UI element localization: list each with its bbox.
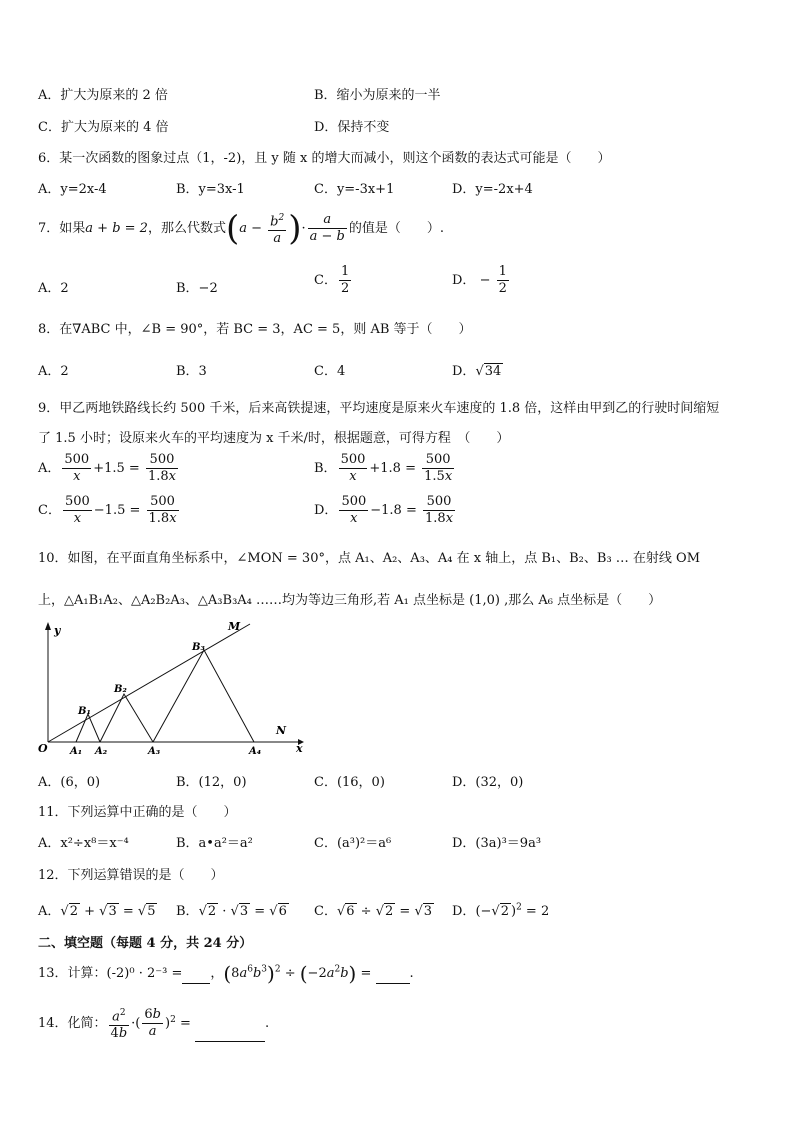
q11-stem: 11．下列运算中正确的是（ ） — [38, 805, 237, 820]
q8-option-d: D．√34 — [452, 364, 502, 379]
q8-stem: 8．在∇ABC 中，∠B = 90°，若 BC = 3，AC = 5，则 AB 等于（ ） — [38, 322, 472, 337]
q7-mid: ，那么代数式 — [147, 221, 226, 237]
q7-frac-b2-a: $\frac{b^2}{a}$ — [270, 213, 285, 247]
q7-frac-a-ab: $\frac{a}{a - b}$ — [309, 212, 345, 245]
label-a3: A₃ — [148, 746, 161, 757]
q9-option-b: B． $\frac{500}{x}$ +1.8 = $\frac{500}{1.5x}$ — [314, 452, 453, 484]
q11-option-a: A．x²÷x⁸＝x⁻⁴ — [38, 836, 129, 851]
label-o: O — [38, 742, 48, 755]
label-b2: B₂ — [114, 684, 127, 695]
q7-option-b: B．−2 — [176, 281, 218, 296]
q8-option-b: B．3 — [176, 364, 207, 379]
q13: 13．计算：(-2)⁰ · 2⁻³ = ，$(8a^6b^3)^2 \div (-2a^2b)$ = . — [38, 961, 414, 986]
q11-option-c: C．(a³)²＝a⁶ — [314, 836, 392, 851]
q7-option-d: D． − $\frac{1}{2}$ — [452, 264, 507, 296]
q14: 14．化简： $\frac{a^2}{4b}$ ·( $\frac{6b}{a}$ )$^2$ = . — [38, 1007, 270, 1042]
q5-option-b: B．缩小为原来的一半 — [314, 88, 441, 103]
q12-option-a: A．√2 + √3 = √5 — [38, 904, 156, 919]
q8-option-c: C．4 — [314, 364, 346, 379]
q9-line2: 了 1.5 小时；设原来火车的平均速度为 x 千米/时，根据题意，可得方程 （ ） — [38, 431, 510, 446]
q13-expr1: (-2)⁰ · 2⁻³ = — [106, 966, 183, 981]
q10-line2: 上，△A₁B₁A₂、△A₂B₂A₃、△A₃B₃A₄ ……均为等边三角形,若 A₁ 点坐标是 (1,0) ,那么 A₆ 点坐标是（ ） — [38, 593, 662, 608]
q6-option-d: D．y=-2x+4 — [452, 182, 533, 197]
q7-condition: a + b = 2 — [85, 221, 148, 237]
q10-option-d: D．(32，0) — [452, 775, 524, 790]
label-n: N — [276, 724, 287, 737]
q8-option-a: A．2 — [38, 364, 69, 379]
q5-option-d: D．保持不变 — [314, 120, 390, 135]
q7-suffix: 的值是（ ）. — [348, 221, 445, 237]
q9-option-c: C． $\frac{500}{x}$ −1.5 = $\frac{500}{1.8x}$ — [38, 494, 177, 526]
q7-option-a: A．2 — [38, 281, 69, 296]
triangle-a2b2a3 — [100, 694, 153, 742]
q6-option-c: C．y=-3x+1 — [314, 182, 395, 197]
label-m: M — [228, 620, 241, 633]
q12-option-b: B．√2 · √3 = √6 — [176, 904, 287, 919]
label-a4: A₄ — [249, 746, 262, 757]
q12-option-c: C．√6 ÷ √2 = √3 — [314, 904, 433, 919]
q7-stem: 7．如果a + b = 2，那么代数式(a − $\frac{b^2}{a}$ )· $\frac{a}{a - b}$ 的值是（ ）. — [38, 208, 445, 249]
q7-prefix: 7．如果 — [38, 221, 86, 237]
q5-option-a: A．扩大为原来的 2 倍 — [38, 88, 168, 103]
triangle-a3b3a4 — [153, 650, 254, 742]
q10-option-b: B．(12，0) — [176, 775, 247, 790]
label-y: y — [54, 624, 61, 637]
q5-option-c: C．扩大为原来的 4 倍 — [38, 120, 169, 135]
label-b1: B₁ — [78, 706, 91, 717]
ray-om — [48, 624, 250, 742]
label-b3: B₃ — [192, 642, 205, 653]
q7-option-c: C． $\frac{1}{2}$ — [314, 264, 350, 296]
q11-option-d: D．(3a)³＝9a³ — [452, 836, 542, 851]
y-axis-arrow-icon — [45, 622, 51, 630]
q10-option-a: A．(6，0) — [38, 775, 101, 790]
q6-option-b: B．y=3x-1 — [176, 182, 245, 197]
q9-line1: 9．甲乙两地铁路线长约 500 千米，后来高铁提速，平均速度是原来火车速度的 1.8 倍，这样由甲到乙的行驶时间缩短 — [38, 401, 720, 416]
q10-line1: 10．如图，在平面直角坐标系中，∠MON = 30°，点 A₁、A₂、A₃、A₄ 在 x 轴上，点 B₁、B₂、B₃ … 在射线 OM — [38, 551, 701, 566]
q9-option-d: D． $\frac{500}{x}$ −1.8 = $\frac{500}{1.8x}$ — [314, 494, 454, 526]
label-a1: A₁ — [70, 746, 83, 757]
label-a2: A₂ — [95, 746, 108, 757]
q9-option-a: A． $\frac{500}{x}$ +1.5 = $\frac{500}{1.8x}$ — [38, 452, 176, 484]
label-x: x — [296, 742, 303, 755]
q6-stem: 6．某一次函数的图象过点（1，-2)，且 y 随 x 的增大而减小，则这个函数的表达式可能是（ ） — [38, 151, 611, 166]
q12-stem: 12．下列运算错误的是（ ） — [38, 868, 224, 883]
q10-option-c: C．(16，0) — [314, 775, 385, 790]
q12-option-d: D．(−√2 )$^2$ = 2 — [452, 902, 550, 919]
q11-option-b: B．a•a²＝a² — [176, 836, 253, 851]
q6-option-a: A．y=2x-4 — [38, 182, 107, 197]
q10-figure — [36, 618, 311, 758]
section-title: 二、填空题（每题 4 分，共 24 分） — [38, 936, 253, 951]
